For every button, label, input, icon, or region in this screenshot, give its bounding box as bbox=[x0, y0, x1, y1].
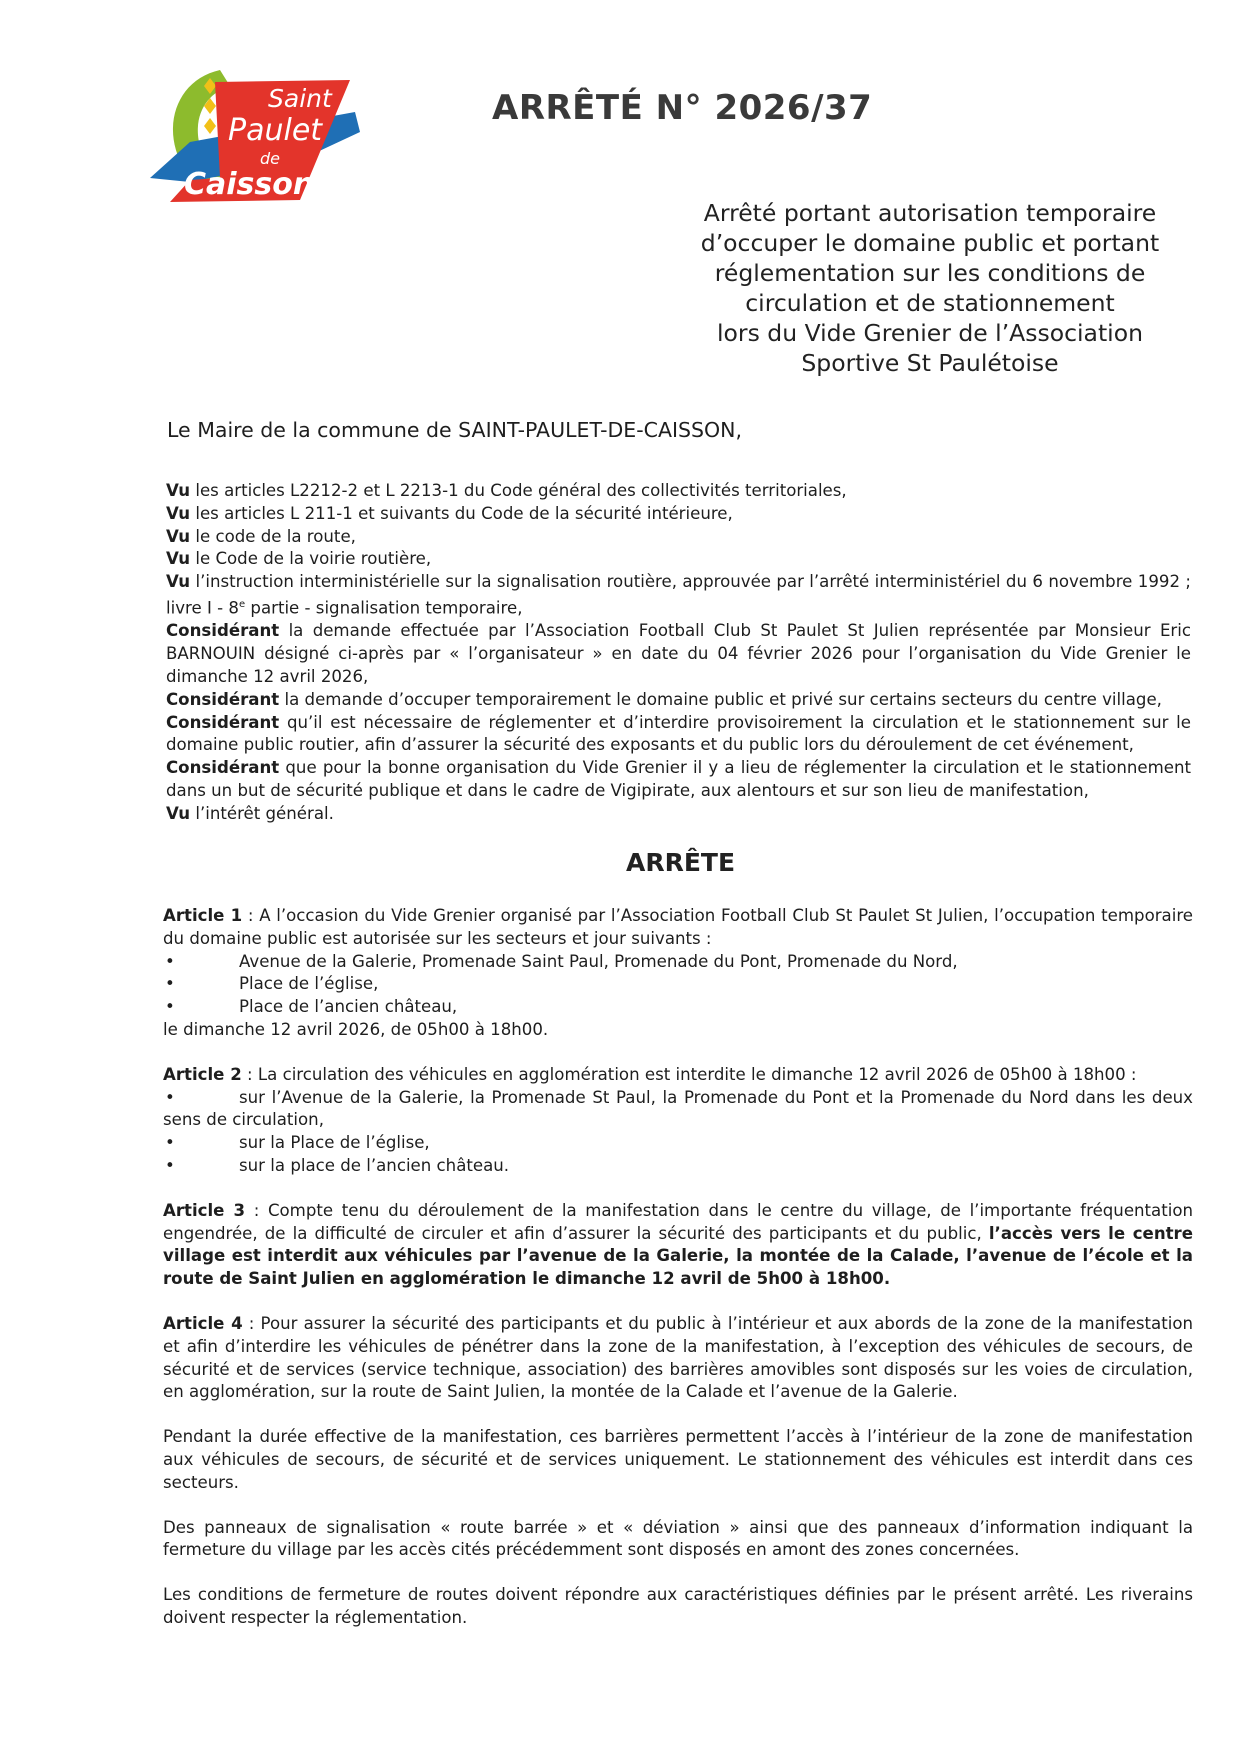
subtitle-line: circulation et de stationnement bbox=[745, 289, 1115, 317]
visa-item: Vu les articles L2212-2 et L 2213-1 du Code général des collectivités territoriales, bbox=[166, 481, 847, 500]
visa-item: Considérant qu’il est nécessaire de réglementer et d’interdire provisoirement la circulation et le stationnement sur le domaine public routier, afin d’assurer la sécurité des exposants et du public lors du déroulement de cet événement, bbox=[166, 712, 1191, 755]
decree-title: ARRÊTÉ N° 2026/37 bbox=[492, 88, 873, 128]
article-label: Article 3 bbox=[163, 1200, 246, 1220]
article-4: Article 4 : Pour assurer la sécurité des participants et du public à l’intérieur et aux abords de la zone de la manifestation et afin d’interdire les véhicules de pénétrer dans la zone de la manifestation, à l’exception des véhicules de secours, de sécurité et de services (service technique, association) des barrières amovibles sont disposés sur les voies de circulation, en agglomération, sur la route de Saint Julien, la montée de la Calade et l’avenue de la Galerie. bbox=[163, 1313, 1194, 1402]
article-2: Article 2 : La circulation des véhicules en agglomération est interdite le dimanche 12 avril 2026 de 05h00 à 18h00 : • sur l’Avenue de la Galerie, la Promenade St Paul, la Promenade du Pont et la Promenade du Nord dans les deux sens de circulation, • sur la Place de l’église, • sur la place de l’ancien château. bbox=[163, 1064, 1193, 1178]
paragraph: Les conditions de fermeture de routes doivent répondre aux caractéristiques définies par le présent arrêté. Les riverains doivent respecter la réglementation. bbox=[163, 1585, 1193, 1627]
article-label: Article 4 bbox=[163, 1313, 243, 1333]
list-item: • Place de l’ancien château, bbox=[165, 997, 458, 1017]
visa-item: Considérant que pour la bonne organisation du Vide Grenier il y a lieu de réglementer la circulation et le stationnement dans un but de sécurité publique et dans le cadre de Vigipirate, aux alentours et sur son lieu de manifestation, bbox=[166, 758, 1191, 800]
subtitle-line: Arrêté portant autorisation temporaire bbox=[703, 199, 1157, 227]
logo-text-saint: Saint bbox=[268, 84, 332, 113]
list-item: • Place de l’église, bbox=[165, 974, 379, 994]
logo-text-de: de bbox=[260, 149, 280, 168]
subtitle-line: Sportive St Paulétoise bbox=[801, 349, 1059, 377]
list-item: • Avenue de la Galerie, Promenade Saint Paul, Promenade du Pont, Promenade du Nord, bbox=[165, 951, 958, 971]
visa-item: Vu le Code de la voirie routière, bbox=[166, 549, 432, 569]
paragraph: Des panneaux de signalisation « route barrée » et « déviation » ainsi que des panneaux d’information indiquant la fermeture du village par les accès cités précédemment sont disposés en amont des zones concernées. bbox=[163, 1517, 1193, 1560]
arrete-heading: ARRÊTE bbox=[626, 848, 736, 877]
list-item: • sur la place de l’ancien château. bbox=[165, 1155, 510, 1175]
decree-subtitle bbox=[690, 198, 1170, 378]
visa-item: Considérant la demande effectuée par l’Association Football Club St Paulet St Julien représentée par Monsieur Eric BARNOUIN désigné ci-après par « l’organisateur » en date du 04 février 2026 pour l’organisation du Vide Grenier le dimanche 12 avril 2026, bbox=[166, 621, 1191, 686]
mayor-intro: Le Maire de la commune de SAINT-PAULET-DE-CAISSON, bbox=[167, 418, 743, 442]
list-item: • sur l’Avenue de la Galerie, la Promenade St Paul, la Promenade du Pont et la Promenade du Nord dans les deux sens de circulation, bbox=[163, 1087, 1193, 1130]
article-1: Article 1 : A l’occasion du Vide Grenier organisé par l’Association Football Club St Paulet St Julien, l’occupation temporaire du domaine public est autorisée sur les secteurs et jour suivants : • Avenue de la Galerie, Promenade Saint Paul, Promenade du Pont, Promenade du Nord, • Place de l’église, • Place de l’ancien château, le dimanche 12 avril 2026, de 05h00 à 18h00. bbox=[163, 906, 1193, 1039]
article-label: Article 2 bbox=[163, 1064, 242, 1084]
visa-item: Vu l’intérêt général. bbox=[166, 803, 334, 823]
subtitle-line: réglementation sur les conditions de bbox=[714, 259, 1146, 287]
article-3: Article 3 : Compte tenu du déroulement de la manifestation dans le centre du village, de l’importante fréquentation engendrée, de la difficulté de circuler et afin d’assurer la sécurité des participants et du public, l’accès vers le centre village est interdit aux véhicules par l’avenue de la Galerie, la montée de la Calade, l’avenue de l’école et la route de Saint Julien en agglomération le dimanche 12 avril de 5h00 à 18h00. bbox=[163, 1200, 1194, 1289]
subtitle-line: lors du Vide Grenier de l’Association bbox=[717, 319, 1143, 347]
list-item: • sur la Place de l’église, bbox=[165, 1133, 430, 1153]
paragraph: Pendant la durée effective de la manifestation, ces barrières permettent l’accès à l’intérieur de la zone de manifestation aux véhicules de secours, de sécurité et de services uniquement. Le stationnement des véhicules est interdit dans ces secteurs. bbox=[163, 1427, 1193, 1492]
articles-block bbox=[163, 905, 1193, 1630]
logo-text-caisson: Caisson bbox=[184, 167, 315, 202]
visa-item: Vu les articles L 211-1 et suivants du Code de la sécurité intérieure, bbox=[166, 503, 733, 523]
visas-block bbox=[166, 480, 1191, 825]
visa-item: Vu le code de la route, bbox=[166, 526, 356, 546]
logo-text-paulet: Paulet bbox=[228, 113, 323, 148]
visa-item: Considérant la demande d’occuper temporairement le domaine public et privé sur certains secteurs du centre village, bbox=[166, 689, 1162, 709]
article-label: Article 1 bbox=[163, 906, 243, 925]
subtitle-line: d’occuper le domaine public et portant bbox=[700, 229, 1160, 257]
visa-item: Vu l’instruction interministérielle sur la signalisation routière, approuvée par l’arrêté interministériel du 6 novembre 1992 ; livre I - 8e partie - signalisation temporaire, bbox=[166, 572, 1191, 618]
commune-logo bbox=[150, 60, 410, 230]
